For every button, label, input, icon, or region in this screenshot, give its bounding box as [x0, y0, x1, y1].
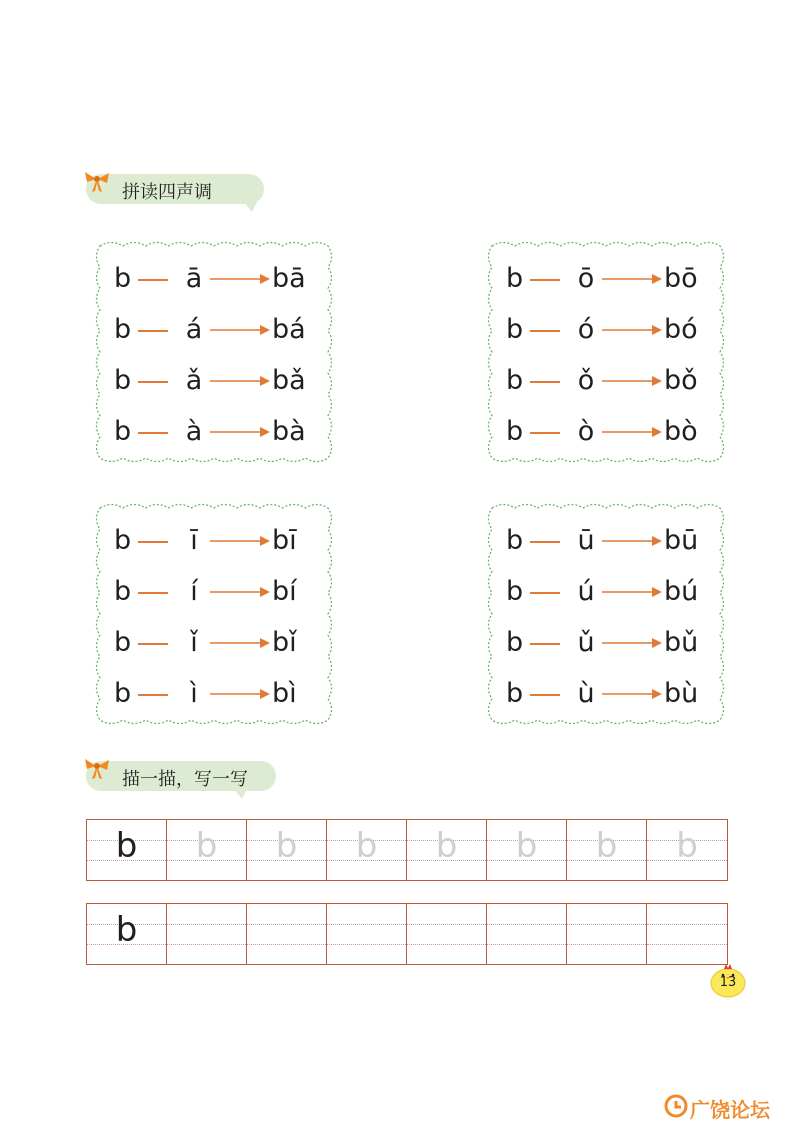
initial-consonant: b: [506, 678, 524, 709]
tone-vowel: ù: [577, 678, 595, 709]
initial-consonant: b: [506, 576, 524, 607]
writing-cell: [407, 820, 487, 880]
writing-cell: [247, 820, 327, 880]
tone-vowel: ú: [577, 576, 595, 607]
connector-line: [138, 279, 168, 281]
guide-line: [567, 944, 646, 945]
arrow-icon: [602, 273, 662, 285]
guide-line: [247, 944, 326, 945]
tone-vowel: ō: [577, 263, 595, 294]
syllable-row: [486, 521, 726, 561]
combined-syllable: bā: [272, 263, 306, 294]
connector-line: [138, 432, 168, 434]
practice-grid-write: [86, 903, 728, 965]
combined-syllable: bì: [272, 678, 297, 709]
initial-consonant: b: [506, 627, 524, 658]
tone-vowel: á: [185, 314, 203, 345]
connector-line: [530, 432, 560, 434]
watermark-text: 广饶论坛: [690, 1098, 770, 1122]
model-cell: [87, 904, 167, 964]
trace-letter: b: [435, 826, 458, 866]
combined-syllable: bá: [272, 314, 306, 345]
arrow-icon: [602, 375, 662, 387]
connector-line: [530, 592, 560, 594]
trace-letter: b: [195, 826, 218, 866]
initial-consonant: b: [114, 525, 132, 556]
connector-line: [138, 592, 168, 594]
writing-cell: [487, 904, 567, 964]
connector-line: [530, 279, 560, 281]
tone-vowel: ì: [190, 678, 198, 709]
writing-cell: [647, 904, 727, 964]
initial-consonant: b: [114, 416, 132, 447]
syllable-row: [94, 623, 334, 663]
initial-consonant: b: [506, 365, 524, 396]
arrow-icon: [210, 688, 270, 700]
writing-cell: [567, 904, 647, 964]
arrow-icon: [602, 637, 662, 649]
writing-cell: [647, 820, 727, 880]
syllable-row: [94, 361, 334, 401]
combined-syllable: bǒ: [664, 365, 698, 396]
arrow-icon: [210, 586, 270, 598]
guide-line: [327, 944, 406, 945]
guide-line: [407, 924, 486, 925]
connector-line: [530, 694, 560, 696]
combined-syllable: bú: [664, 576, 699, 607]
initial-consonant: b: [114, 678, 132, 709]
model-cell: [87, 820, 167, 880]
combined-syllable: bī: [272, 525, 297, 556]
section-title: 拼读四声调: [122, 182, 212, 203]
syllable-row: [486, 361, 726, 401]
guide-line: [247, 924, 326, 925]
tone-vowel: ī: [190, 525, 198, 556]
tone-vowel: ǎ: [185, 365, 203, 396]
guide-line: [487, 924, 566, 925]
connector-line: [530, 330, 560, 332]
bow-icon: [82, 757, 112, 781]
trace-letter: b: [595, 826, 618, 866]
syllable-row: [94, 521, 334, 561]
arrow-icon: [210, 535, 270, 547]
initial-consonant: b: [506, 314, 524, 345]
guide-line: [647, 944, 727, 945]
section-title: 描一描，写一写: [122, 769, 248, 790]
bubble-tail: [242, 200, 258, 212]
model-letter: b: [115, 910, 138, 950]
syllable-row: [94, 259, 334, 299]
writing-cell: [247, 904, 327, 964]
bow-icon: [82, 170, 112, 194]
combined-syllable: bǔ: [664, 627, 699, 658]
arrow-icon: [602, 426, 662, 438]
guide-line: [327, 924, 406, 925]
combined-syllable: bǎ: [272, 365, 306, 396]
guide-line: [167, 924, 246, 925]
syllable-box-i: [94, 502, 334, 726]
syllable-row: [94, 572, 334, 612]
syllable-row: [486, 623, 726, 663]
connector-line: [138, 643, 168, 645]
combined-syllable: bū: [664, 525, 699, 556]
combined-syllable: bù: [664, 678, 699, 709]
initial-consonant: b: [114, 314, 132, 345]
combined-syllable: bò: [664, 416, 698, 447]
syllable-box-u: [486, 502, 726, 726]
initial-consonant: b: [114, 627, 132, 658]
trace-letter: b: [275, 826, 298, 866]
syllable-row: [94, 674, 334, 714]
arrow-icon: [602, 586, 662, 598]
section-header-trace: [82, 757, 282, 795]
guide-line: [487, 944, 566, 945]
syllable-box-o: [486, 240, 726, 464]
model-letter: b: [115, 826, 138, 866]
arrow-icon: [602, 688, 662, 700]
arrow-icon: [602, 535, 662, 547]
watermark: [664, 1094, 796, 1122]
guide-line: [407, 944, 486, 945]
writing-cell: [567, 820, 647, 880]
initial-consonant: b: [114, 263, 132, 294]
writing-cell: [327, 820, 407, 880]
tone-vowel: ǒ: [577, 365, 595, 396]
page-number-badge: [708, 962, 748, 998]
syllable-row: [486, 259, 726, 299]
syllable-row: [486, 674, 726, 714]
connector-line: [138, 694, 168, 696]
syllable-row: [486, 412, 726, 452]
syllable-row: [486, 310, 726, 350]
trace-letter: b: [676, 826, 698, 866]
connector-line: [530, 643, 560, 645]
combined-syllable: bí: [272, 576, 297, 607]
trace-letter: b: [355, 826, 378, 866]
tone-vowel: ǔ: [577, 627, 595, 658]
trace-letter: b: [515, 826, 538, 866]
syllable-box-a: [94, 240, 334, 464]
arrow-icon: [602, 324, 662, 336]
arrow-icon: [210, 637, 270, 649]
combined-syllable: bǐ: [272, 627, 297, 658]
connector-line: [138, 330, 168, 332]
tone-vowel: ó: [577, 314, 595, 345]
syllable-row: [94, 310, 334, 350]
initial-consonant: b: [114, 576, 132, 607]
guide-line: [647, 924, 727, 925]
arrow-icon: [210, 426, 270, 438]
writing-cell: [167, 904, 247, 964]
initial-consonant: b: [506, 263, 524, 294]
writing-cell: [407, 904, 487, 964]
initial-consonant: b: [114, 365, 132, 396]
tone-vowel: ǐ: [190, 627, 198, 658]
connector-line: [138, 541, 168, 543]
initial-consonant: b: [506, 525, 524, 556]
arrow-icon: [210, 324, 270, 336]
combined-syllable: bō: [664, 263, 698, 294]
practice-grid-trace: [86, 819, 728, 881]
combined-syllable: bà: [272, 416, 306, 447]
initial-consonant: b: [506, 416, 524, 447]
guide-line: [167, 944, 246, 945]
watermark-logo-icon: [664, 1094, 688, 1118]
tone-vowel: à: [185, 416, 203, 447]
section-header-spell: [82, 170, 272, 208]
tone-vowel: ò: [577, 416, 595, 447]
arrow-icon: [210, 273, 270, 285]
tone-vowel: ā: [185, 263, 203, 294]
syllable-row: [486, 572, 726, 612]
tone-vowel: í: [190, 576, 198, 607]
arrow-icon: [210, 375, 270, 387]
syllable-row: [94, 412, 334, 452]
writing-cell: [167, 820, 247, 880]
combined-syllable: bó: [664, 314, 698, 345]
connector-line: [138, 381, 168, 383]
page-number: 13: [719, 975, 737, 990]
guide-line: [567, 924, 646, 925]
connector-line: [530, 541, 560, 543]
connector-line: [530, 381, 560, 383]
writing-cell: [487, 820, 567, 880]
tone-vowel: ū: [577, 525, 595, 556]
writing-cell: [327, 904, 407, 964]
